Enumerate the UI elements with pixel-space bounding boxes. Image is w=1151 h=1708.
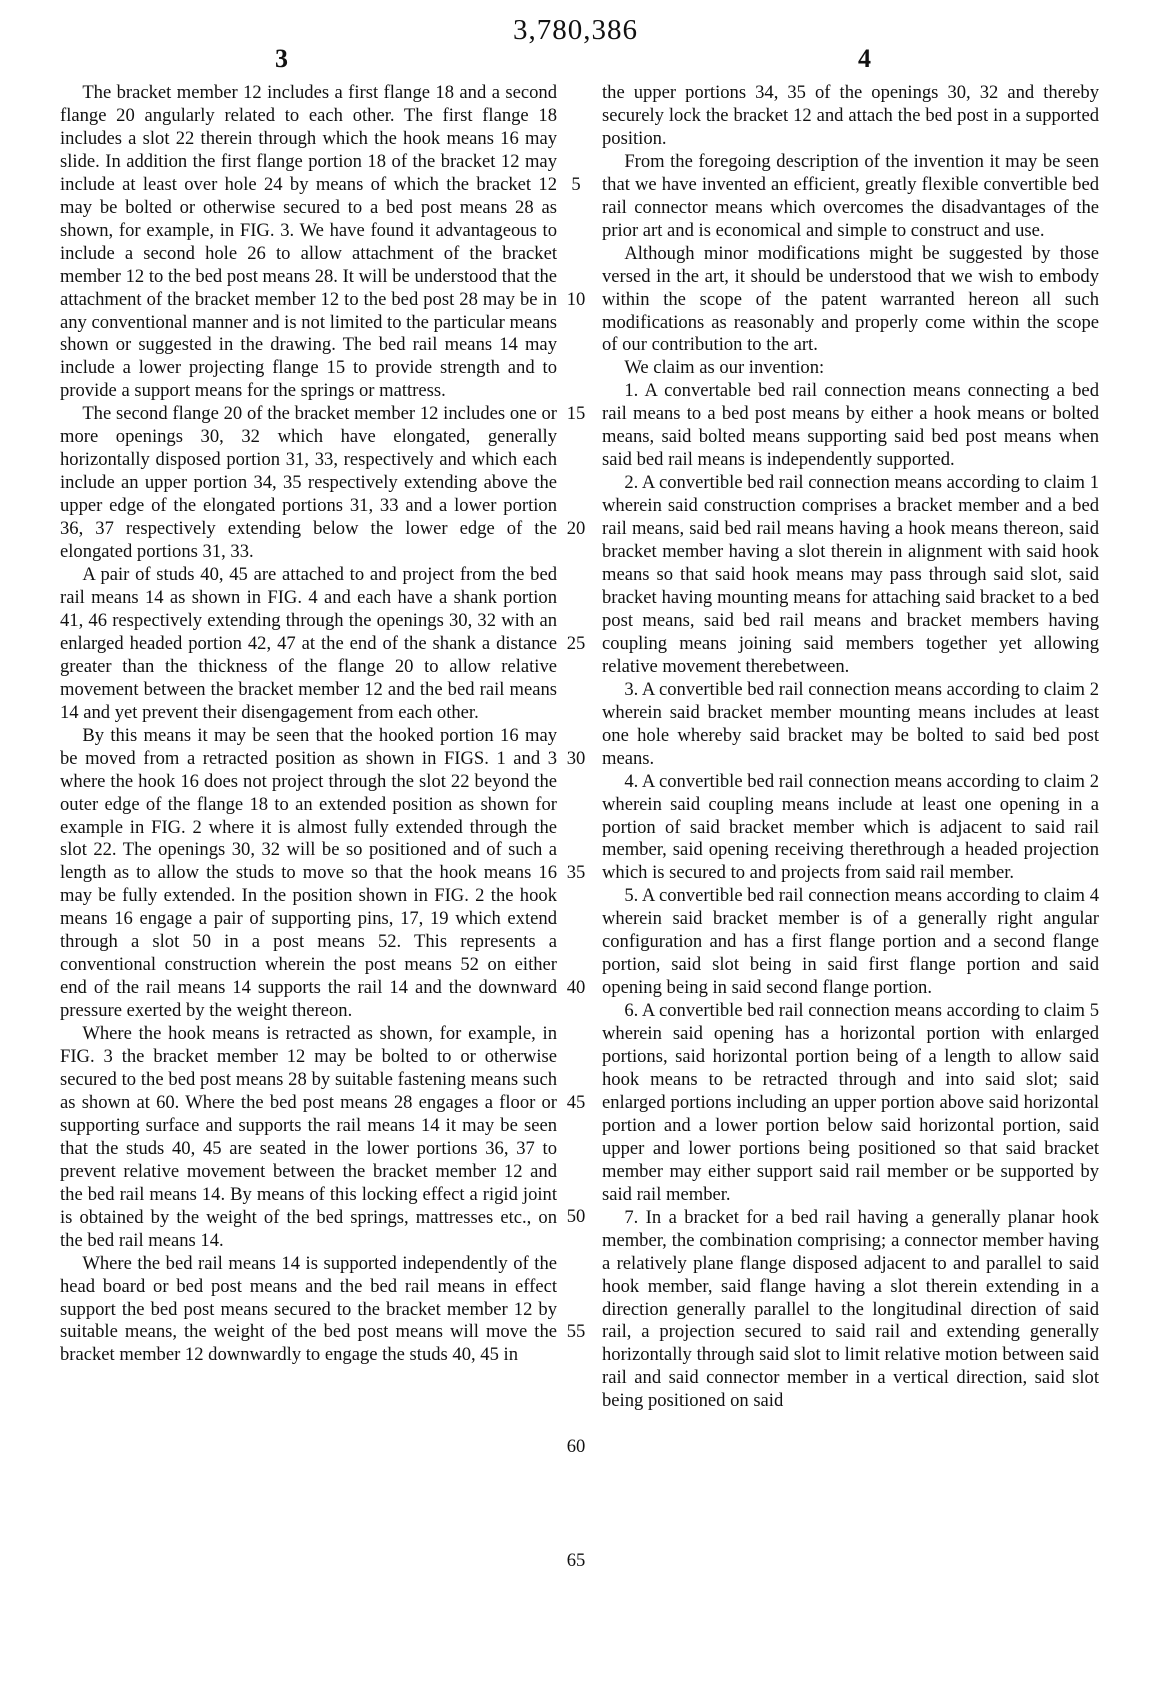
line-number: 25: [566, 633, 586, 654]
claims-heading: We claim as our invention:: [624, 357, 825, 379]
line-number: 5: [571, 174, 581, 195]
claim: 6. A convertible bed rail connection means according to claim 5 wherein said opening has a horizontal portion with enlarged portions, said horizontal portion being of a length to allow said hook means to be retracted through and into said slot; said enlarged portions including an upper portion above said horizontal portion and a lower portion below said horizontal portion, said upper and lower portions being positioned so that said bracket member may either support said rail member or be supported by said rail member.: [602, 1000, 1099, 1205]
line-number: 40: [566, 977, 586, 998]
line-number: 60: [566, 1436, 586, 1457]
line-number: 50: [566, 1206, 586, 1227]
paragraph: The second flange 20 of the bracket member 12 includes one or more openings 30, 32 which have elongated, generally horizontally disposed portion 31, 33, respectively and which each include an upper portion 34, 35 respectively extending above the upper edge of the elongated portions 31, 33 and a lower portion 36, 37 respectively extending below the lower edge of the elongated portions 31, 33.: [60, 403, 557, 563]
paragraph: A pair of studs 40, 45 are attached to and project from the bed rail means 14 as shown in FIG. 4 and each have a shank portion 41, 46 respectively extending through the openings 30, 32 with an enlarged headed portion 42, 47 at the end of the shank a distance greater than the thickness of the flange 20 to allow relative movement between the bracket member 12 and the bed rail means 14 and yet prevent their disengagement from each other.: [60, 564, 557, 723]
line-number: 35: [566, 862, 586, 883]
paragraph: From the foregoing description of the invention it may be seen that we have invented an efficient, greatly flexible convertible bed rail connector means which overcomes the disadvantages of the prior art and is economical and simple to construct and use.: [602, 150, 1099, 241]
line-numbers: [555, 82, 597, 1702]
right-column-number: 4: [858, 44, 871, 73]
line-number: 30: [566, 748, 586, 769]
claim: 5. A convertible bed rail connection means according to claim 4 wherein said bracket member is of a generally right angular configuration and has a first flange portion and a second flange portion, said slot being in said first flange portion and said opening being in said second flange portion.: [602, 885, 1099, 999]
line-number: 10: [566, 289, 586, 310]
left-text-column: [60, 82, 557, 1367]
line-number: 55: [566, 1321, 586, 1342]
claim: 7. In a bracket for a bed rail having a generally planar hook member, the combination comprising; a connector member having a relatively plane flange disposed adjacent to and parallel to said hook member, said flange having a slot therein extending in a direction generally parallel to the longitudinal direction of said rail, a projection secured to said rail and extending generally horizontally through said slot to limit relative motion between said rail and said connector member in a vertical direction, said slot being positioned on said: [602, 1206, 1099, 1412]
line-number: 65: [566, 1550, 586, 1571]
right-text-column: [602, 82, 1099, 1413]
paragraph: Where the hook means is retracted as shown, for example, in FIG. 3 the bracket member 12 may be bolted to or otherwise secured to the bed post means 28 by suitable fastening means such as shown at 60. Where the bed post means 28 engages a floor or supporting surface and supports the rail means 14 it may be seen that the studs 40, 45 are seated in the lower portions 36, 37 to prevent relative movement between the bracket member 12 and the bed rail means 14. By means of this locking effect a rigid joint is obtained by the weight of the bed springs, mattresses etc., on the bed rail means 14.: [60, 1023, 557, 1251]
patent-number: 3,780,386: [513, 14, 638, 46]
paragraph: Where the bed rail means 14 is supported independently of the head board or bed post means and the bed rail means in effect support the bed post means secured to the bracket member 12 by suitable means, the weight of the bed post means will move the bracket member 12 downwardly to engage the studs 40, 45 in: [60, 1252, 557, 1366]
paragraph: By this means it may be seen that the hooked portion 16 may be moved from a retracted position as shown in FIGS. 1 and 3 where the hook 16 does not project through the slot 22 beyond the outer edge of the flange 18 to an extended position as shown for example in FIG. 2 where it is almost fully extended through the slot 22. The openings 30, 32 will be so positioned and of such a length as to allow the studs to move so that the hook means 16 may be fully extended. In the position shown in FIG. 2 the hook means 16 engage a pair of supporting pins, 17, 19 which extend through a slot 50 in a post means 52. This represents a conventional construction wherein the post means 52 on either end of the rail means 14 supports the rail 14 and the downward pressure exerted by the weight thereon.: [60, 724, 557, 1022]
claim: 2. A convertible bed rail connection means according to claim 1 wherein said construction comprises a bracket member and a bed rail means, said bed rail means having a hook means thereon, said bracket member having a slot therein in alignment with said hook means so that said hook means may pass through said slot, said bracket having mounting means for attaching said bracket to a bed post means, said bed rail means and bracket members having coupling means joining said members together yet allowing relative movement therebetween.: [602, 472, 1099, 677]
line-number: 45: [566, 1092, 586, 1113]
claim: 1. A convertable bed rail connection means connecting a bed rail means to a bed post means by either a hook means or bolted means, said bolted means supporting said bed post means when said bed rail means is independently supported.: [602, 380, 1099, 471]
paragraph: Although minor modifications might be suggested by those versed in the art, it should be understood that we wish to embody within the scope of the patent warranted hereon all such modifications as reasonably and properly come within the scope of our contribution to the art.: [602, 242, 1099, 356]
claim: 4. A convertible bed rail connection means according to claim 2 wherein said coupling means include at least one opening in a portion of said bracket member which is adjacent to said rail member, said opening receiving therethrough a headed projection which is secured to and projects from said rail member.: [602, 770, 1099, 884]
claim: 3. A convertible bed rail connection means according to claim 2 wherein said bracket member mounting means includes at least one hole whereby said bracket may be bolted to said bed post means.: [602, 678, 1099, 769]
line-number: 15: [566, 403, 586, 424]
left-column-number: 3: [275, 44, 288, 73]
paragraph: The bracket member 12 includes a first flange 18 and a second flange 20 angularly related to each other. The first flange 18 includes a slot 22 therein through which the hook means 16 may slide. In addition the first flange portion 18 of the bracket 12 may include at least over hole 24 by means of which the bracket 12 may be bolted or otherwise secured to a bed post means 28 as shown, for example, in FIG. 3. We have found it advantageous to include a second hole 26 to allow attachment of the bracket member 12 to the bed post means 28. It will be understood that the attachment of the bracket member 12 to the bed post 28 may be in any conventional manner and is not limited to the particular means shown or suggested in the drawing. The bed rail means 14 may include a lower projecting flange 15 to provide strength and to provide a support means for the springs or mattress.: [60, 82, 557, 402]
paragraph: the upper portions 34, 35 of the openings 30, 32 and thereby securely lock the bracket 12 and attach the bed post in a supported position.: [602, 82, 1099, 149]
line-number: 20: [566, 518, 586, 539]
